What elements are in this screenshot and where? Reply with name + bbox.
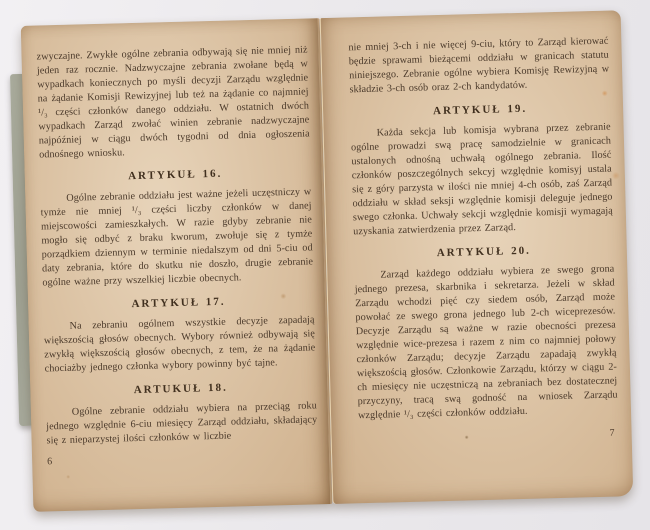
article-heading-17: ARTYKUŁ 17. <box>131 295 226 311</box>
page-number: 6 <box>47 456 53 468</box>
left-page <box>21 18 333 512</box>
body-paragraph: zwyczajne. Zwykłe ogólne zebrania odbywają się nie mniej niż jeden raz rocznie. Nadzwyczajne zebrania zwołane będą w wypadkach koniecznych po myśli decyzji Zarządu względnie na żądanie Komisji Rewizyjnej lub też na żądanie co najmniej ¹/₃ części członków danego oddziału. W ostatnich dwóch wypadkach Zarząd zwołać winien zebranie nadzwyczajne najpóźniej w ciągu dwóch tygodni od dnia ogłoszenia odnośnego wniosku. <box>36 44 310 161</box>
article-heading-20: ARTYKUŁ 20. <box>436 244 532 260</box>
article-heading-18: ARTUKUŁ 18. <box>133 381 229 397</box>
body-paragraph: Na zebraniu ogólnem wszystkie decyzje zapadają większością głosów obecnych. Wybory również odbywają się zwykłą większością głosów obecnych, z tem, że na żądanie chociażby jednego członka wybory powinny być tajne. <box>43 314 316 375</box>
right-page <box>320 10 634 504</box>
page-spread <box>21 10 636 512</box>
body-paragraph: Zarząd każdego oddziału wybiera ze swego grona jednego prezesa, skarbnika i sekretarza. Jeżeli w skład Zarządu wchodzi pięć czy siedem osób, Zarząd może powołać ze swego grona jednego lub 2-ch wiceprezesów. Decyzje Zarządu są ważne w razie obecności prezesa względnie wice-prezesa i razem z nim co najmniej połowy członków Zarządu; decyzje Zarządu zapadają zwykłą większością głosów. Członkowie Zarządu, którzy w ciągu 2-ch miesięcy nie uczęstniczą na zebraniach bez dostatecznej przyczyny, tracą swą godność na wniosek Zarządu względnie ¹/₃ części członków oddziału. <box>354 263 618 422</box>
body-paragraph: Każda sekcja lub komisja wybrana przez zebranie ogólne prowadzi swą pracę samodzielnie w granicach ustalonych odnośną uchwałą ogólnego zebrania. Ilość członków poszczególnych sekcyj względnie komisyj ustala się z góry parzysta w ilości nie mniej 4-ch osób, zaś Zarząd oddziału w skład seksji względnie komisji deleguje jednego swego członka. Uchwały sekcji względnie komisji wymagają uzyskania zatwierdzenia przez Zarząd. <box>350 121 613 238</box>
body-paragraph: nie mniej 3-ch i nie więcej 9-ciu, który to Zarząd kierować będzie sprawami bieżącemi oddziału w granicach statutu niniejszego. Zebranie ogólne wybiera Komisję Rewizyjną w składzie 3-ch osób oraz 2-ch kandydatów. <box>348 35 610 96</box>
page-number: 7 <box>609 427 615 439</box>
open-booklet <box>21 10 636 512</box>
body-paragraph: Ogólne zebranie oddziału wybiera na przeciąg roku jednego względnie 6-ciu miesięcy Zarząd oddziału, składający się z nieparzystej ilości członków w liczbie <box>46 400 318 447</box>
article-heading-19: ARTYKUŁ 19. <box>432 102 528 118</box>
article-heading-16: ARTYKUŁ 16. <box>127 167 223 183</box>
body-paragraph: Ogólne zebranie oddziału jest ważne jeżeli uczęstniczy w tymże nie mniej ¹/₃ części liczby członków w danej miejscowości zamieszkałych. W razie gdyby zebranie nie mogło się odbyć z braku kworum, zwołuje się z tymże porządkiem dziennym w terminie niedalszym od dni 5-ciu od daty zebrania, które do skutku nie doszło, drugie zebranie ogólne ważne przy wszelkiej liczbie obecnych. <box>40 186 314 289</box>
